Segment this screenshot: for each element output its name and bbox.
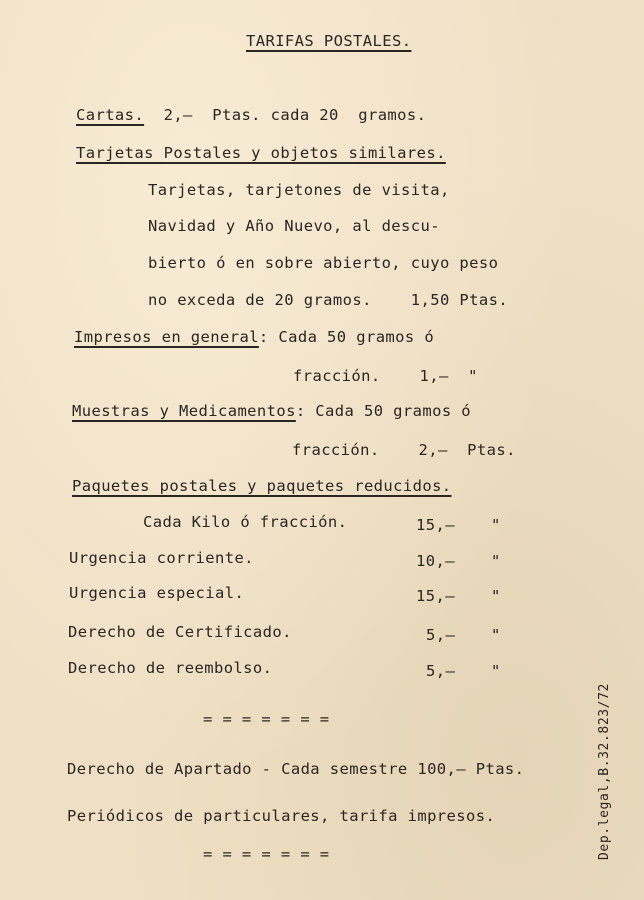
paquetes-heading: Paquetes postales y paquetes reducidos. [72, 477, 452, 495]
reembolso-amount: 5,— [426, 662, 456, 680]
apartado-line: Derecho de Apartado - Cada semestre 100,— Ptas. [67, 760, 525, 778]
tarjetas-line-3: bierto ó en sobre abierto, cuyo peso [148, 254, 499, 272]
paquetes-row-label: Cada Kilo ó fracción. [143, 513, 348, 531]
tarjetas-line-2: Navidad y Año Nuevo, al descu- [148, 217, 440, 235]
tarjetas-heading: Tarjetas Postales y objetos similares. [76, 144, 446, 162]
impresos-suffix: : Cada 50 gramos ó [258, 328, 435, 346]
tarjetas-line-4: no exceda de 20 gramos. 1,50 Ptas. [148, 291, 509, 309]
impresos-row [74, 327, 434, 347]
paquetes-row-amount: 15,— [416, 516, 455, 534]
certificado-label: Derecho de Certificado. [68, 623, 292, 641]
muestras-row [72, 401, 471, 421]
certificado-amount: 5,— [426, 626, 456, 644]
urgencia-corriente-amount: 10,— [416, 552, 455, 570]
urgencia-corriente-label: Urgencia corriente. [69, 549, 254, 567]
cartas-label: Cartas. [76, 106, 145, 124]
deposito-legal: Dep.legal,B.32.823/72 [597, 683, 612, 860]
page-title: TARIFAS POSTALES. [246, 32, 412, 50]
separator-2: = = = = = = = [203, 845, 330, 863]
reembolso-unit: " [491, 662, 501, 680]
muestras-suffix: : Cada 50 gramos ó [295, 402, 472, 420]
muestras-line-2: fracción. 2,— Ptas. [292, 441, 516, 459]
impresos-label: Impresos en general [74, 328, 259, 346]
separator-1: = = = = = = = [203, 710, 330, 728]
cartas-row [76, 105, 426, 125]
paquetes-row-unit: " [491, 516, 501, 534]
urgencia-especial-unit: " [491, 587, 501, 605]
muestras-label: Muestras y Medicamentos [72, 402, 296, 420]
cartas-text: 2,— Ptas. cada 20 gramos. [163, 106, 427, 124]
tarjetas-line-1: Tarjetas, tarjetones de visita, [148, 181, 450, 199]
impresos-line-2: fracción. 1,— " [293, 367, 478, 385]
urgencia-especial-amount: 15,— [416, 587, 455, 605]
periodicos-line: Periódicos de particulares, tarifa impresos. [67, 807, 496, 825]
urgencia-corriente-unit: " [491, 552, 501, 570]
certificado-unit: " [491, 626, 501, 644]
reembolso-label: Derecho de reembolso. [68, 659, 273, 677]
urgencia-especial-label: Urgencia especial. [69, 584, 245, 602]
